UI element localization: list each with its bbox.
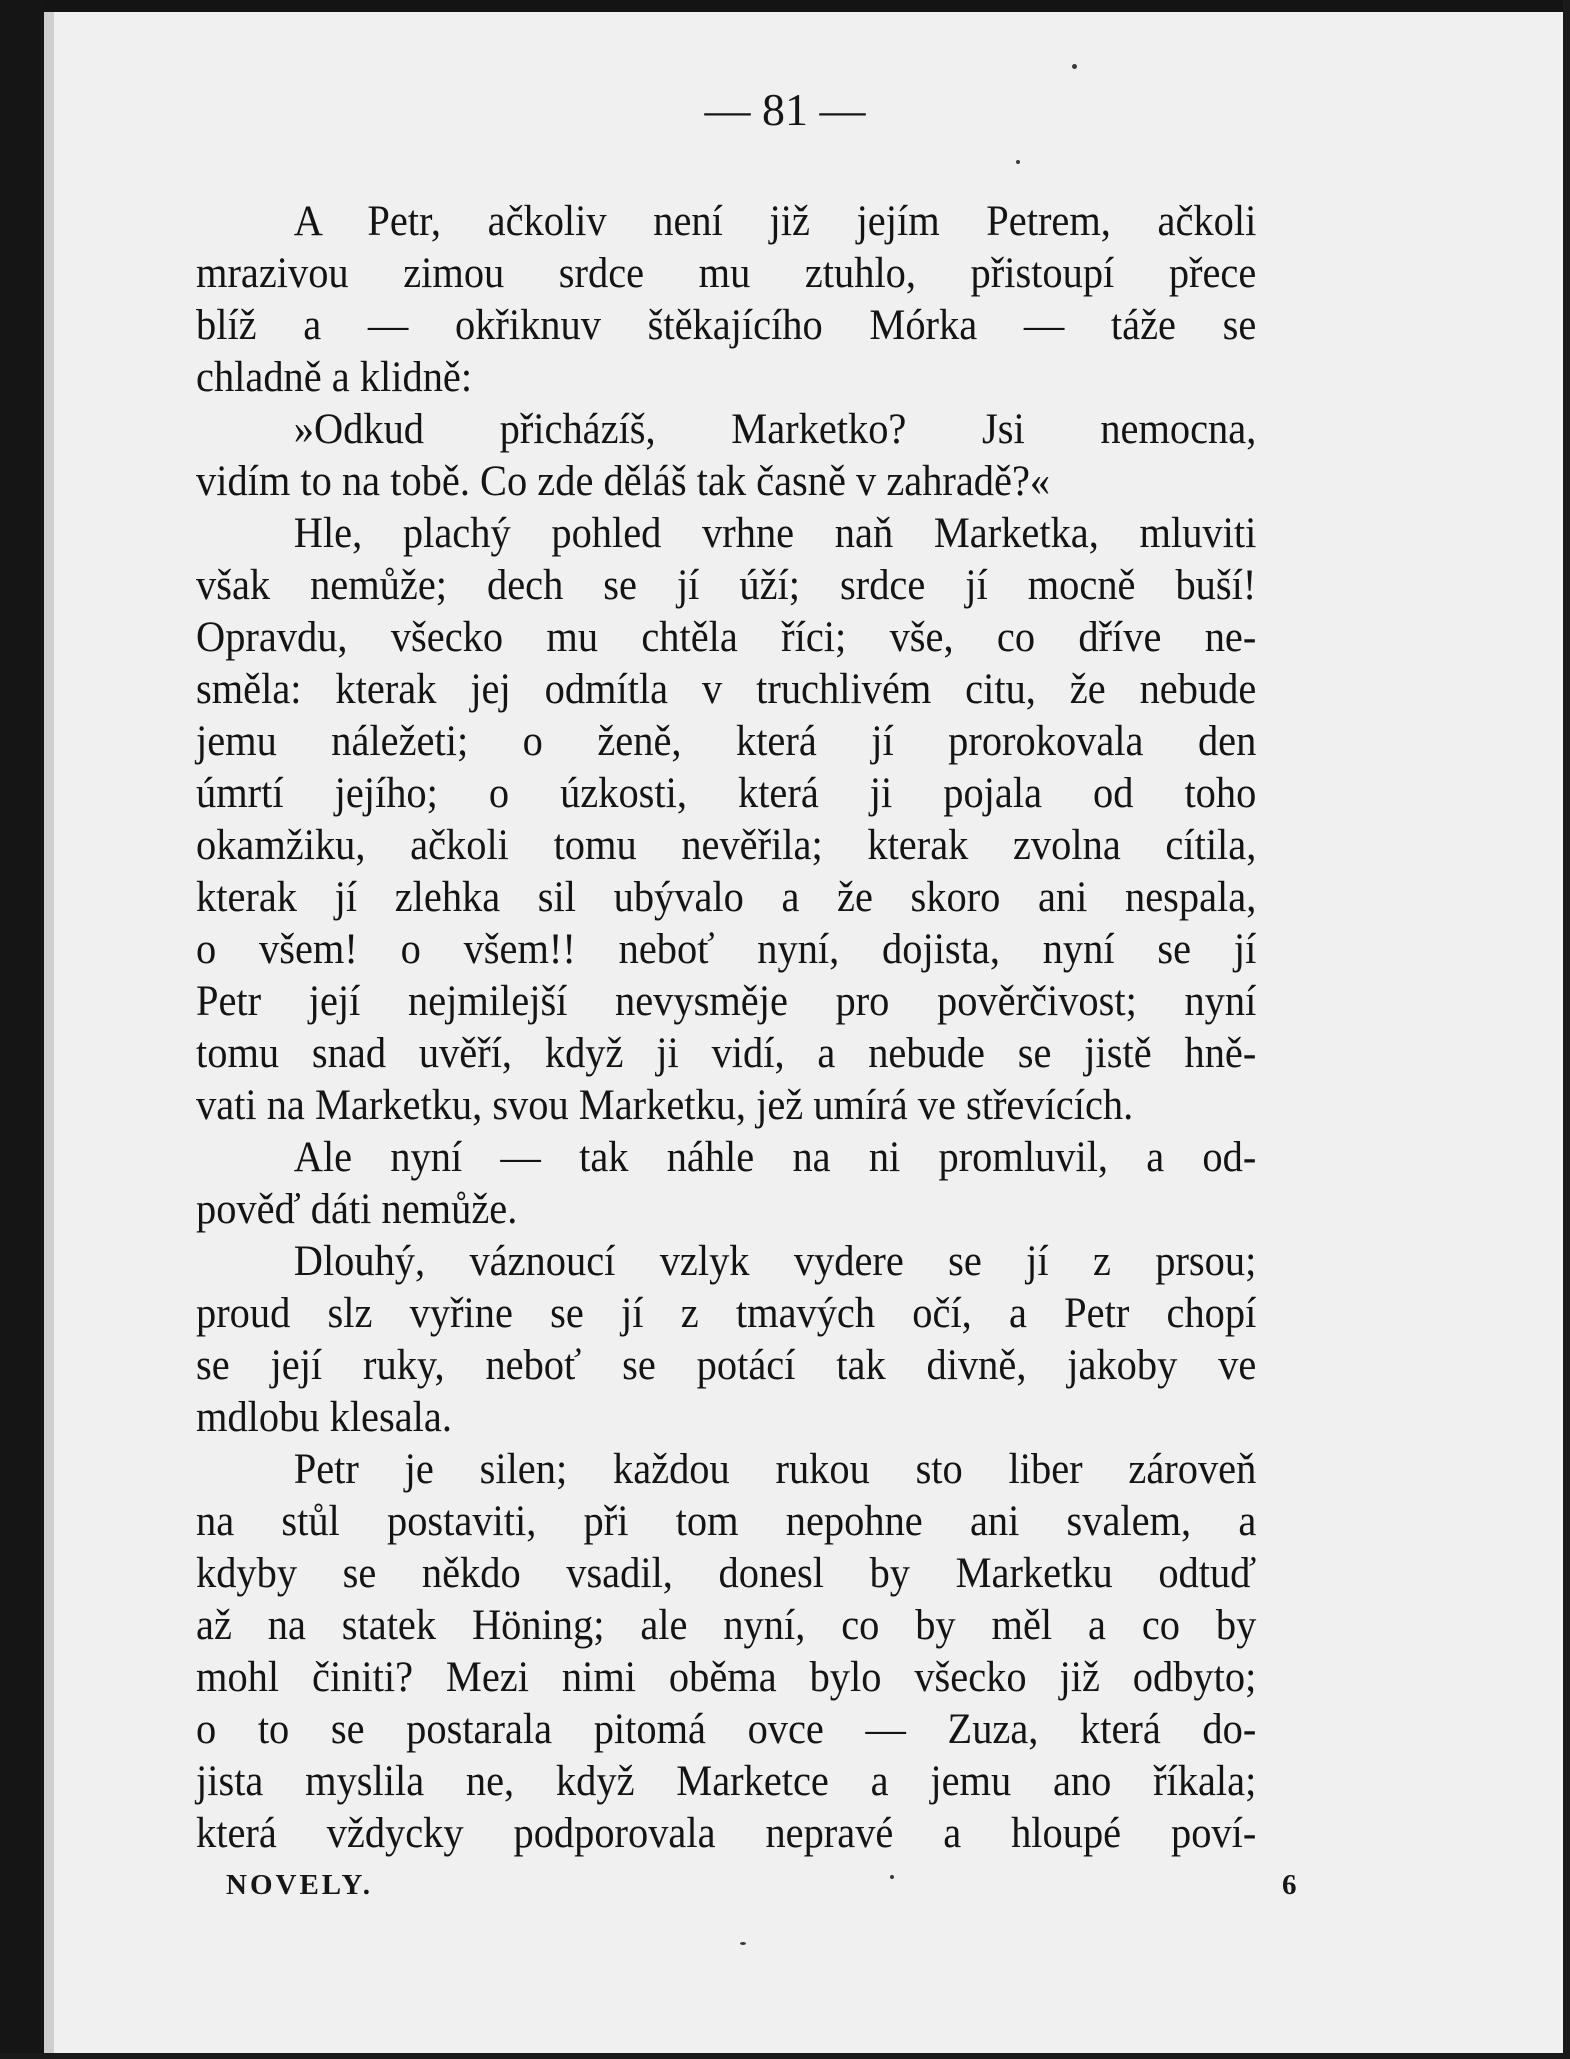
text-line: až na statek Höning; ale nyní, co by měl a co by	[196, 1602, 1257, 1649]
text-line: okamžiku, ačkoli tomu nevěřila; kterak zvolna cítila,	[196, 822, 1257, 869]
text-line: však nemůže; dech se jí úží; srdce jí mocně buší!	[196, 562, 1257, 609]
text-line: mdlobu klesala.	[196, 1394, 452, 1441]
text-line: se její ruky, neboť se potácí tak divně, jakoby ve	[196, 1342, 1257, 1389]
page-number: — 81 —	[704, 84, 866, 135]
text-line: vati na Marketku, svou Marketku, jež umírá ve střevících.	[196, 1082, 1134, 1129]
scan-speck	[1016, 160, 1020, 164]
text-line: kdyby se někdo vsadil, donesl by Marketku odtuď	[196, 1550, 1257, 1597]
text-line: kterak jí zlehka sil ubývalo a že skoro ani nespala,	[196, 874, 1257, 921]
sheet-number: 6	[1282, 1869, 1297, 1901]
text-line: blíž a — okřiknuv štěkajícího Mórka — táže se	[196, 302, 1257, 349]
text-line: tomu snad uvěří, když ji vidí, a nebude se jistě hně-	[196, 1030, 1257, 1077]
body-text	[196, 196, 1256, 1860]
text-line: Hle, plachý pohled vrhne naň Marketka, mluviti	[293, 510, 1257, 557]
text-line: která vždycky podporovala nepravé a hloupé poví-	[196, 1810, 1257, 1857]
text-line: Opravdu, všecko mu chtěla říci; vše, co dříve ne-	[196, 614, 1257, 661]
text-line: Petr je silen; každou rukou sto liber zároveň	[293, 1446, 1257, 1493]
text-line: proud slz vyřine se jí z tmavých očí, a Petr chopí	[196, 1290, 1257, 1337]
text-line: na stůl postaviti, při tom nepohne ani svalem, a	[196, 1498, 1257, 1545]
text-line: vidím to na tobě. Co zde děláš tak časně v zahradě?«	[196, 458, 1051, 505]
text-line: chladně a klidně:	[196, 354, 473, 401]
text-line: A Petr, ačkoliv není již jejím Petrem, ačkoli	[293, 198, 1257, 245]
text-line: Ale nyní — tak náhle na ni promluvil, a od-	[293, 1134, 1257, 1181]
text-line: o všem! o všem!! neboť nyní, dojista, nyní se jí	[196, 926, 1257, 973]
text-line: pověď dáti nemůže.	[196, 1186, 518, 1233]
scan-border-right	[1563, 0, 1570, 2059]
text-line: úmrtí jejího; o úzkosti, která ji pojala od toho	[196, 770, 1257, 817]
text-line: o to se postarala pitomá ovce — Zuza, která do-	[196, 1706, 1257, 1753]
scan-border-top	[0, 0, 1570, 12]
text-line: směla: kterak jej odmítla v truchlivém citu, že nebude	[196, 666, 1257, 713]
text-line: mrazivou zimou srdce mu ztuhlo, přistoupí přece	[196, 250, 1257, 297]
scan-speck	[740, 1942, 746, 1945]
scan-border-left	[0, 0, 44, 2059]
scan-speck	[890, 1875, 894, 1879]
text-line: jemu náležeti; o ženě, která jí prorokovala den	[196, 718, 1257, 765]
scan-border-bottom	[0, 2053, 1570, 2059]
text-line: Petr její nejmilejší nevysměje pro pověrčivost; nyní	[196, 978, 1257, 1025]
text-line: »Odkud přicházíš, Marketko? Jsi nemocna,	[293, 406, 1257, 453]
scan-gutter-shadow	[44, 12, 54, 2059]
text-line: jista myslila ne, když Marketce a jemu ano říkala;	[196, 1758, 1257, 1805]
page-footer	[0, 1865, 1570, 1915]
signature-mark: NOVELY.	[226, 1869, 373, 1901]
text-line: Dlouhý, váznoucí vzlyk vydere se jí z prsou;	[293, 1238, 1257, 1285]
text-line: mohl činiti? Mezi nimi oběma bylo všecko již odbyto;	[196, 1654, 1257, 1701]
scan-speck	[1072, 64, 1077, 69]
